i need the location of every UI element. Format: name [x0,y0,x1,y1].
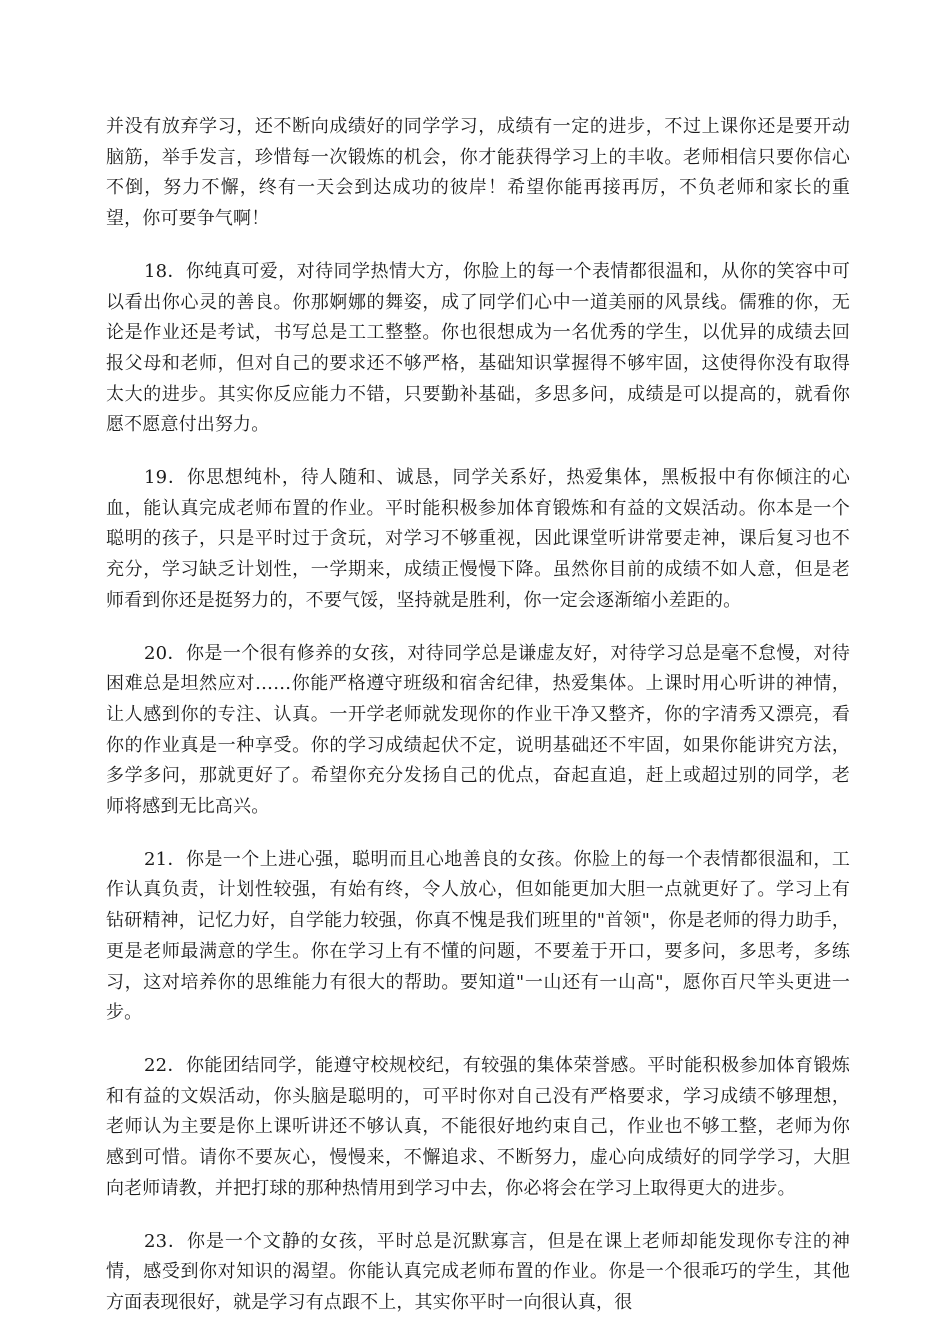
paragraph-comment-19: 19．你思想纯朴，待人随和、诚恳，同学关系好，热爱集体，黑板报中有你倾注的心血，能认真完成老师布置的作业。平时能积极参加体育锻炼和有益的文娱活动。你本是一个聪明的孩子，只是平时过于贪玩，对学习不够重视，因此课堂听讲常要走神，课后复习也不充分，学习缺乏计划性，一学期来，成绩正慢慢下降。虽然你目前的成绩不如人意，但是老师看到你还是挺努力的，不要气馁，坚持就是胜利，你一定会逐渐缩小差距的。 [106,467,850,611]
paragraph-comment-23: 23．你是一个文静的女孩，平时总是沉默寡言，但是在课上老师却能发现你专注的神情，感受到你对知识的渴望。你能认真完成老师布置的作业。你是一个很乖巧的学生，其他方面表现很好，就是学习有点跟不上，其实你平时一向很认真，很 [106,1230,850,1313]
paragraph-comment-18: 18．你纯真可爱，对待同学热情大方，你脸上的每一个表情都很温和，从你的笑容中可以看出你心灵的善良。你那婀娜的舞姿，成了同学们心中一道美丽的风景线。儒雅的你，无论是作业还是考试，书写总是工工整整。你也很想成为一名优秀的学生，以优异的成绩去回报父母和老师，但对自己的要求还不够严格，基础知识掌握得不够牢固，这使得你没有取得太大的进步。其实你反应能力不错，只要勤补基础，多思多问，成绩是可以提高的，就看你愿不愿意付出努力。 [106,260,850,436]
paragraph-comment-21: 21．你是一个上进心强，聪明而且心地善良的女孩。你脸上的每一个表情都很温和，工作认真负责，计划性较强，有始有终，令人放心，但如能更加大胆一点就更好了。学习上有钻研精神，记忆力好，自学能力较强，你真不愧是我们班里的"首领"，你是老师的得力助手，更是老师最满意的学生。你在学习上有不懂的问题，不要羞于开口，要多问，多思考，多练习，这对培养你的思维能力有很大的帮助。要知道"一山还有一山高"，愿你百尺竿头更进一步。 [106,848,850,1024]
document-page [106,112,850,1341]
paragraph-continuation: 并没有放弃学习，还不断向成绩好的同学学习，成绩有一定的进步，不过上课你还是要开动脑筋，举手发言，珍惜每一次锻炼的机会，你才能获得学习上的丰收。老师相信只要你信心不倒，努力不懈，终有一天会到达成功的彼岸！希望你能再接再厉，不负老师和家长的重望，你可要争气啊！ [106,116,850,230]
paragraph-comment-22: 22．你能团结同学，能遵守校规校纪，有较强的集体荣誉感。平时能积极参加体育锻炼和有益的文娱活动，你头脑是聪明的，可平时你对自己没有严格要求，学习成绩不够理想，老师认为主要是你上课听讲还不够认真，不能很好地约束自己，作业也不够工整，老师为你感到可惜。请你不要灰心，慢慢来，不懈追求、不断努力，虚心向成绩好的同学学习，大胆向老师请教，并把打球的那种热情用到学习中去，你必将会在学习上取得更大的进步。 [106,1054,850,1199]
paragraph-comment-20: 20．你是一个很有修养的女孩，对待同学总是谦虚友好，对待学习总是毫不怠慢，对待困难总是坦然应对……你能严格遵守班级和宿舍纪律，热爱集体。上课时用心听讲的神情，让人感到你的专注、认真。一开学老师就发现你的作业干净又整齐，你的字清秀又漂亮，看你的作业真是一种享受。你的学习成绩起伏不定，说明基础还不牢固，如果你能讲究方法，多学多问，那就更好了。希望你充分发扬自己的优点，奋起直追，赶上或超过别的同学，老师将感到无比高兴。 [106,642,850,818]
